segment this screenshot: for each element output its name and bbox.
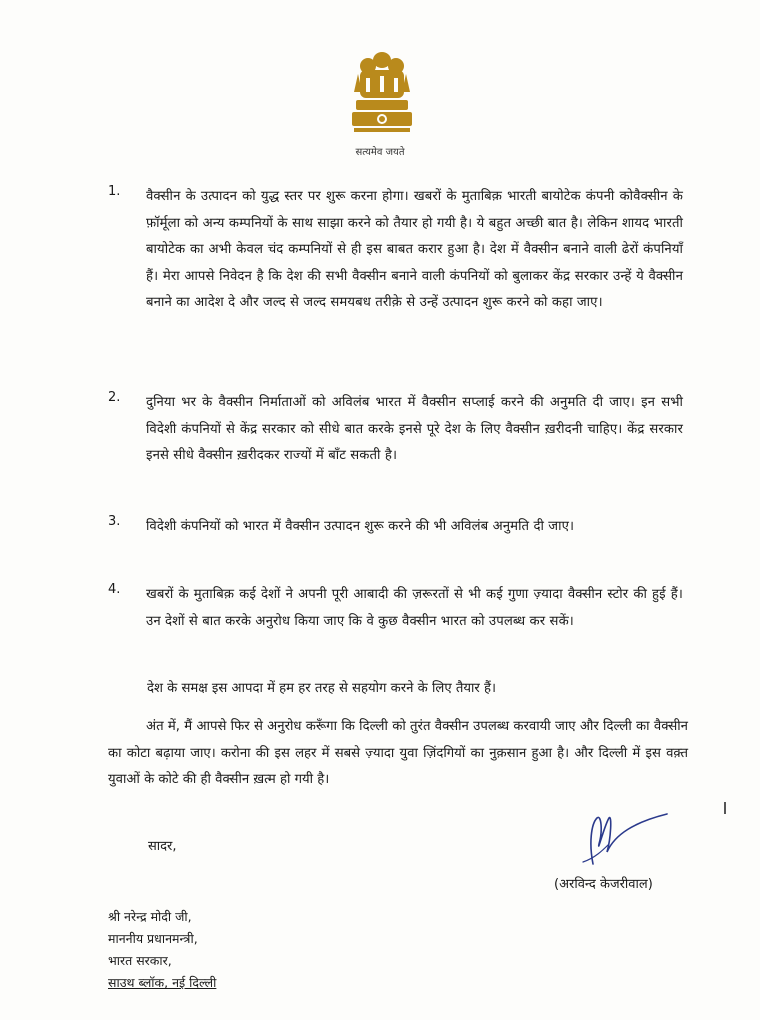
point-3 (108, 514, 683, 570)
support-paragraph: देश के समक्ष इस आपदा में हम हर तरह से सहयोग करने के लिए तैयार हैं। (147, 681, 497, 696)
point-4 (108, 582, 683, 666)
address-location: साउथ ब्लॉक, नई दिल्ली (108, 975, 217, 990)
point-1 (108, 184, 683, 374)
point-number: 3. (108, 514, 121, 529)
point-text: विदेशी कंपनियों को भारत में वैक्सीन उत्पादन शुरू करने की भी अविलंब अनुमति दी जाए। (146, 519, 575, 534)
address-government: भारत सरकार, (108, 953, 172, 968)
emblem-motto: सत्यमेव जयते (355, 147, 405, 158)
request-paragraph: अंत में, मैं आपसे फिर से अनुरोध करूँगा कि दिल्ली को तुरंत वैक्सीन उपलब्ध करवायी जाए और दिल्ली का वैक्सीन का कोटा बढ़ाया जाए। करोना की इस लहर में सबसे ज़्यादा युवा ज़िंदगियों का नुक़सान हुआ है। और दिल्ली में इस वक़्त युवाओं के कोटे की ही वैक्सीन ख़त्म हो गयी है। (108, 719, 688, 787)
address-name: श्री नरेन्द्र मोदी जी, (108, 909, 192, 924)
point-number: 4. (108, 582, 121, 597)
margin-mark (724, 802, 726, 814)
point-number: 2. (108, 390, 121, 405)
salutation: सादर, (148, 839, 177, 854)
address-designation: माननीय प्रधानमन्त्री, (108, 931, 198, 946)
point-2 (108, 390, 683, 500)
signer-name: (अरविन्द केजरीवाल) (554, 877, 653, 892)
point-text: वैक्सीन के उत्पादन को युद्ध स्तर पर शुरू करना होगा। खबरों के मुताबिक़ भारती बायोटेक कंपनी कोवैक्सीन के फ़ॉर्मूला को अन्य कम्पनियों के साथ साझा करने को तैयार हो गयी है। ये बहुत अच्छी बात है। लेकिन शायद भारती बायोटेक का अभी केवल चंद कम्पनियों से ही इस बाबत करार हुआ है। देश में वैक्सीन बनाने वाली ढेरों कंपनियाँ हैं। मेरा आपसे निवेदन है कि देश की सभी वैक्सीन बनाने वाली कंपनियों को बुलाकर केंद्र सरकार उन्हें ये वैक्सीन बनाने का आदेश दे और जल्द से जल्द समयबध तरीक़े से उन्हें उत्पादन शुरू करने को कहा जाए। (146, 189, 683, 310)
point-text: दुनिया भर के वैक्सीन निर्माताओं को अविलंब भारत में वैक्सीन सप्लाई करने की अनुमति दी जाए। इन सभी विदेशी कंपनियों से केंद्र सरकार को सीधे बात करके इनसे पूरे देश के लिए वैक्सीन ख़रीदनी चाहिए। केंद्र सरकार इनसे सीधे वैक्सीन ख़रीदकर राज्यों में बाँट सकती है। (146, 395, 683, 463)
ashoka-emblem-icon (344, 48, 420, 138)
handwritten-signature-icon (575, 804, 675, 878)
point-text: खबरों के मुताबिक़ कई देशों ने अपनी पूरी आबादी की ज़रूरतों से भी कई गुणा ज़्यादा वैक्सीन स्टोर की हुई हैं। उन देशों से बात करके अनुरोध किया जाए कि वे कुछ वैक्सीन भारत को उपलब्ध कर सकें। (146, 587, 683, 629)
point-number: 1. (108, 184, 121, 199)
